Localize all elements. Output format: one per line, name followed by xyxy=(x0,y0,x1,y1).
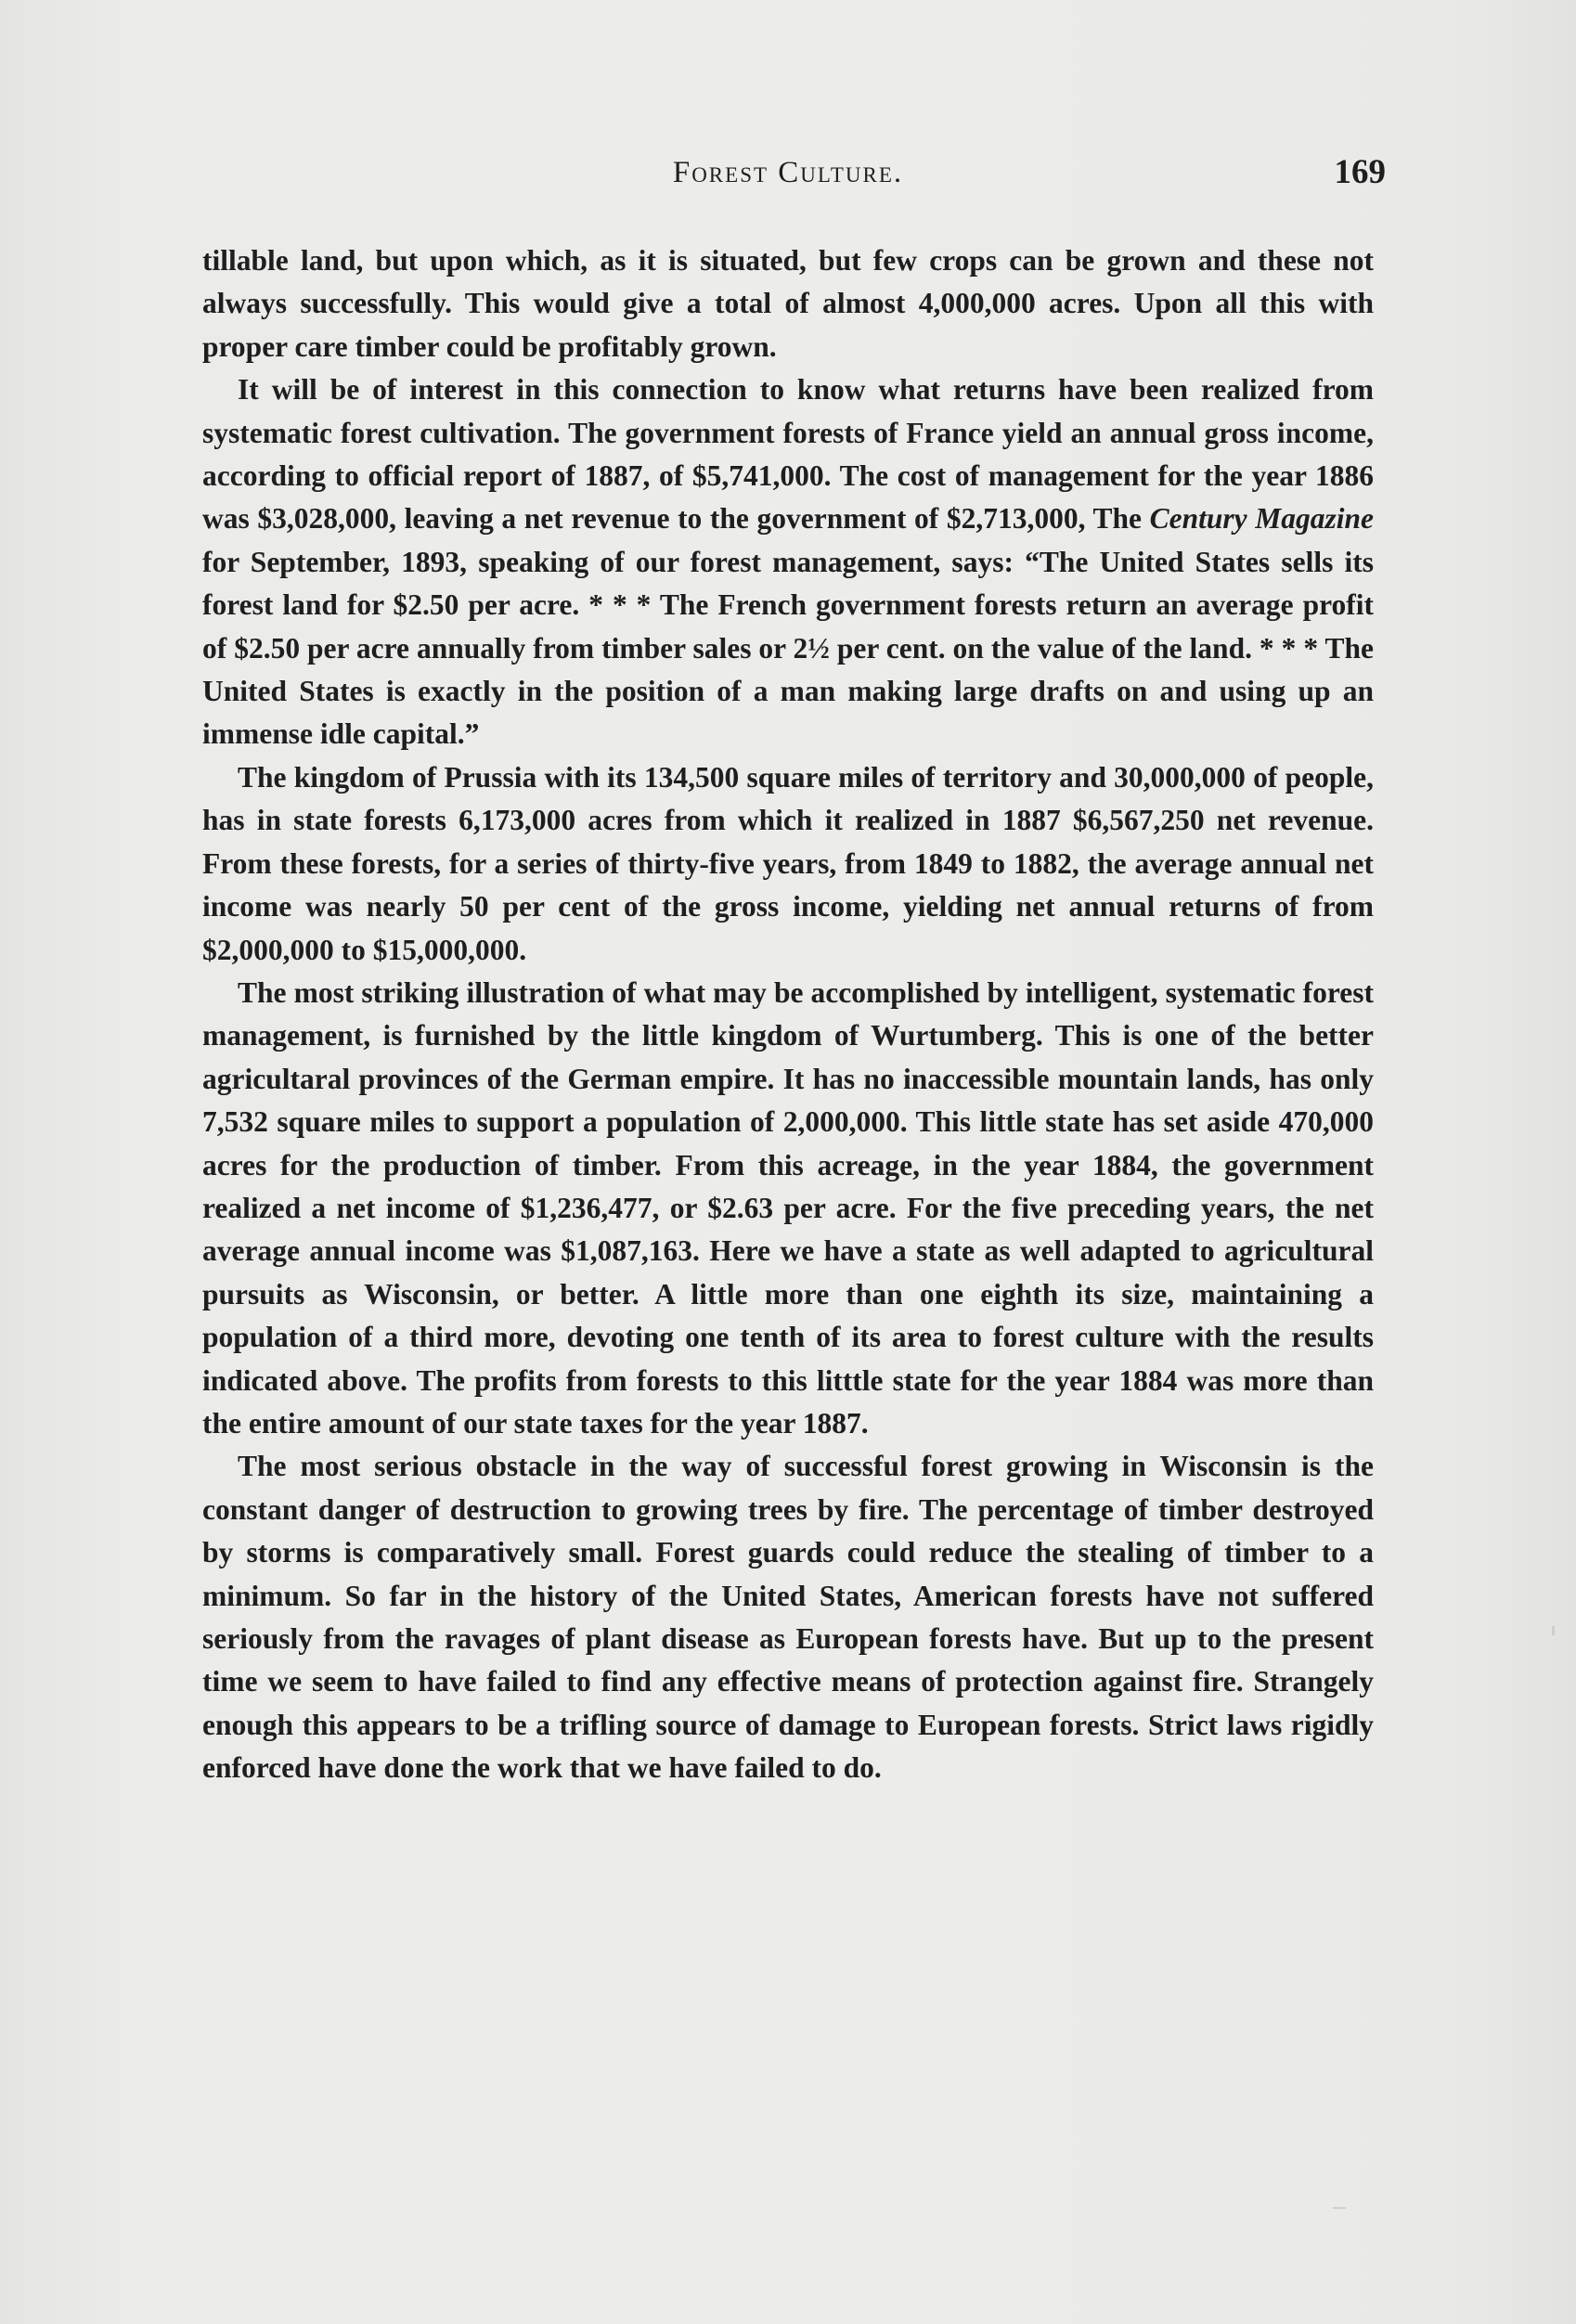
paragraph-1: tillable land, but upon which, as it is situated, but few crops can be grown and these not always successfully. This would give a total of almost 4,000,000 acres. Upon all this with proper care timber could be profitably grown. xyxy=(202,244,1374,363)
page-number: 169 xyxy=(1334,153,1386,191)
paragraph-5: The most serious obstacle in the way of successful forest growing in Wisconsin is the constant danger of destruction to growing trees by fire. The percentage of timber destroyed by storms is comparatively small. Forest guards could reduce the stealing of timber to a minimum. So far in the history of the United States, American forests have not suffered seriously from the ravages of plant disease as European forests have. But up to the present time we seem to have failed to find any effective means of protection against fire. Strangely enough this appears to be a trifling source of damage to European forests. Strict laws rigidly enforced have done the work that we have failed to do. xyxy=(202,1450,1374,1785)
magazine-title: Century Magazine xyxy=(1149,502,1375,536)
paragraph-2 xyxy=(202,368,1374,756)
running-head xyxy=(0,148,1576,195)
scan-mark xyxy=(1333,2207,1346,2209)
paragraph-4: The most striking illustration of what may be accomplished by intelligent, systematic forest management, is furnished by the little kingdom of Wurtumberg. This is one of the better agricultaral provinces of the German empire. It has no inaccessible mountain lands, has only 7,532 square miles to support a population of 2,000,000. This little state has set aside 470,000 acres for the production of timber. From this acreage, in the year 1884, the government realized a net income of $1,236,477, or $2.63 per acre. For the five preceding years, the net average annual income was $1,087,163. Here we have a state as well adapted to agricultural pursuits as Wisconsin, or better. A little more than one eighth its size, maintaining a population of a third more, devoting one tenth of its area to forest culture with the results indicated above. The profits from forests to this litttle state for the year 1884 was more than the entire amount of our state taxes for the year 1887. xyxy=(202,975,1374,1440)
paragraph-2-text-after: for September, 1893, speaking of our forest management, says: “The United States sells its forest land for $2.50 per acre. * * * The French government forests return an average profit of $2.50 per acre annually from timber sales or 2½ per cent. on the value of the land. * * * The United States is exactly in the position of a man making large drafts on and using up an immense idle capital.” xyxy=(202,545,1374,751)
paragraph-2-text-before: It will be of interest in this connection to know what returns have been realized from systematic forest cultivation. The government forests of France yield an annual gross income, according to official report of 1887, of $5,741,000. The cost of management for the year 1886 was $3,028,000, leaving a net revenue to the government of $2,713,000, The xyxy=(202,373,1374,536)
body-text xyxy=(202,239,1374,1790)
scan-mark xyxy=(1552,1626,1555,1635)
paragraph-3: The kingdom of Prussia with its 134,500 square miles of territory and 30,000,000 of people, has in state forests 6,173,000 acres from which it realized in 1887 $6,567,250 net revenue. From these forests, for a series of thirty-five years, from 1849 to 1882, the average annual net income was nearly 50 per cent of the gross income, yielding net annual returns of from $2,000,000 to $15,000,000. xyxy=(202,760,1374,966)
running-title: Forest Culture. xyxy=(672,156,904,189)
